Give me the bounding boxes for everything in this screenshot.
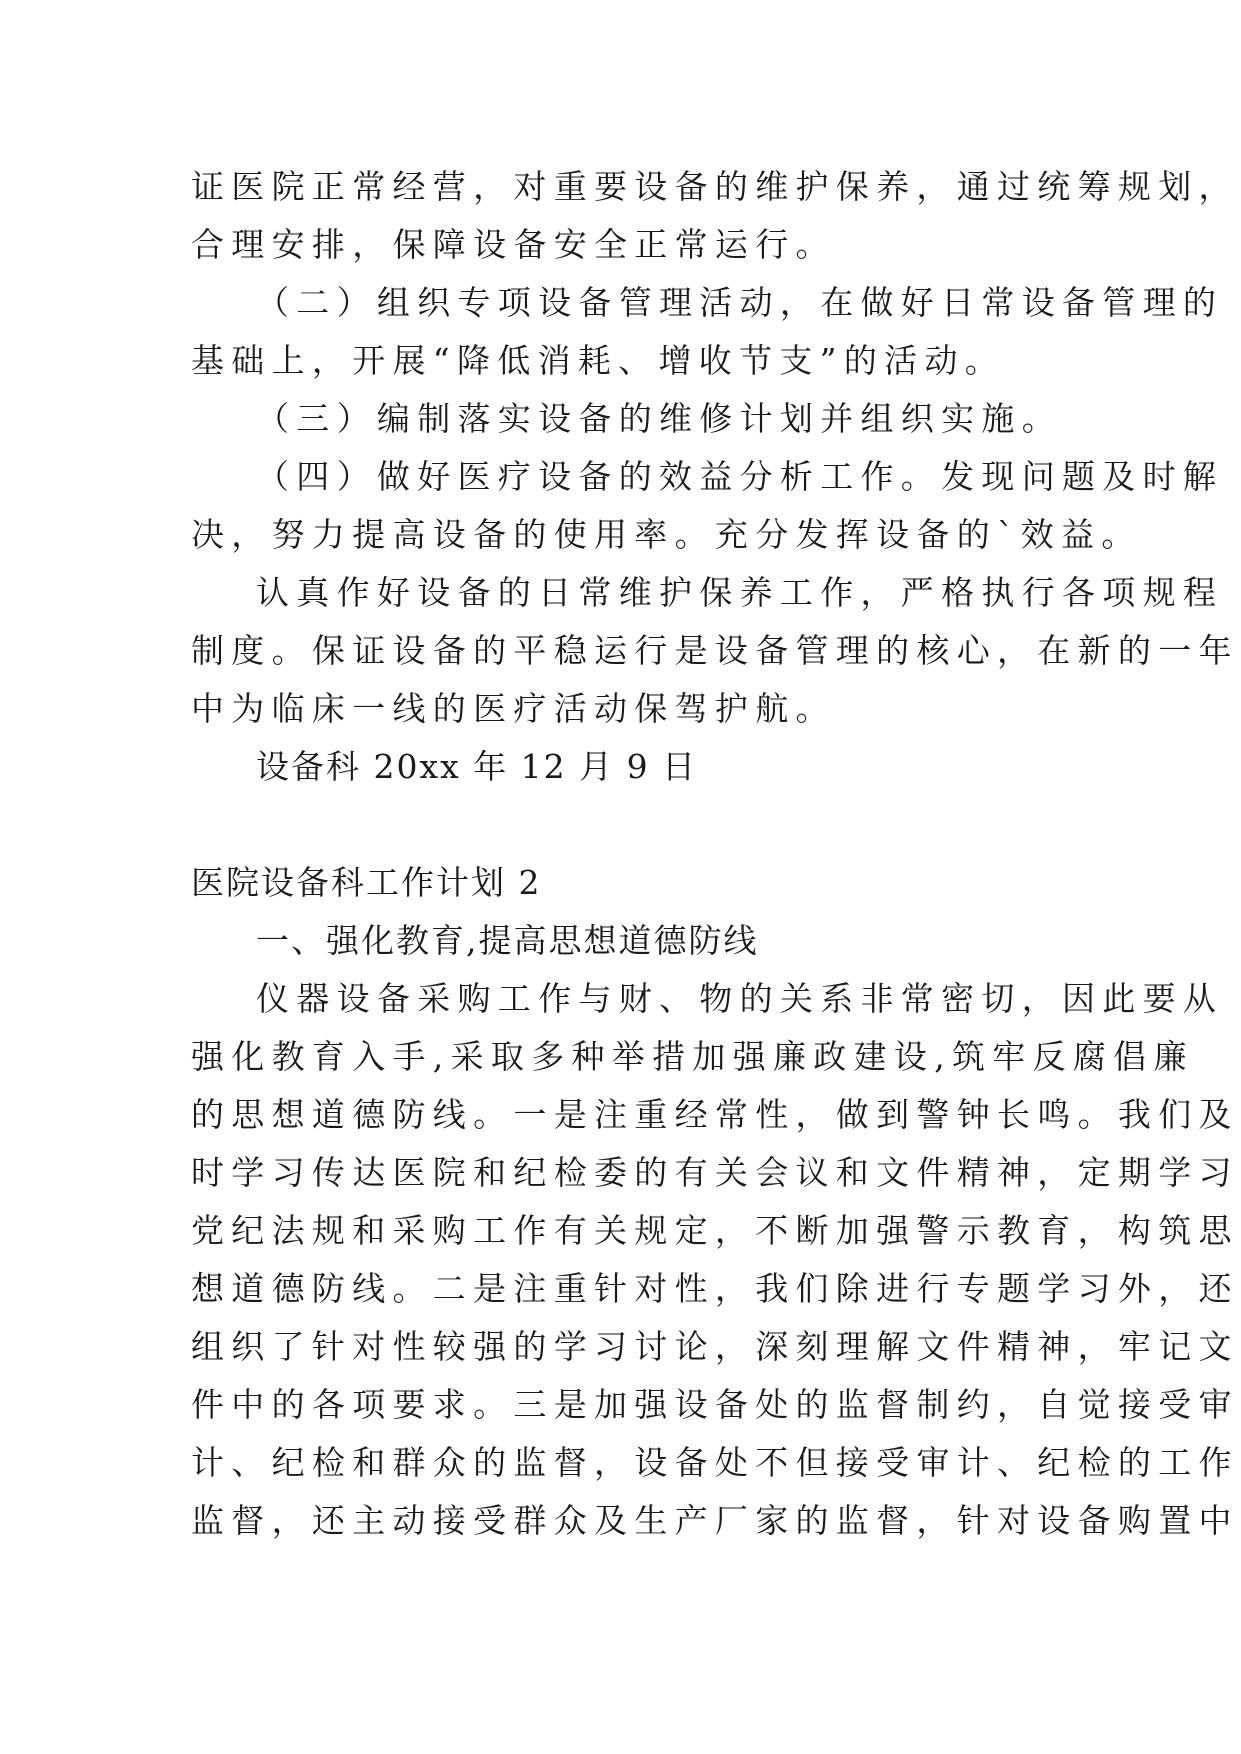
paragraph-line: 认真作好设备的日常维护保养工作，严格执行各项规程 — [256, 573, 1224, 612]
text-line: 的思想道德防线。一是注重经常性，做到警钟长鸣。我们及 — [191, 1095, 1239, 1134]
text-line: 时学习传达医院和纪检委的有关会议和文件精神，定期学习 — [191, 1153, 1239, 1192]
text-line: 组织了针对性较强的学习讨论，深刻理解文件精神，牢记文 — [191, 1327, 1239, 1366]
section-heading: 一、强化教育,提高思想道德防线 — [256, 921, 759, 960]
text-line: 强化教育入手,采取多种举措加强廉政建设,筑牢反腐倡廉 — [191, 1037, 1194, 1076]
paragraph-line: 仪器设备采购工作与财、物的关系非常密切，因此要从 — [256, 979, 1224, 1018]
text-line: 证医院正常经营，对重要设备的维护保养，通过统筹规划， — [191, 167, 1239, 206]
text-line: 制度。保证设备的平稳运行是设备管理的核心，在新的一年 — [191, 631, 1239, 670]
text-line: 计、纪检和群众的监督，设备处不但接受审计、纪检的工作 — [191, 1443, 1239, 1482]
paragraph-line: （三）编制落实设备的维修计划并组织实施。 — [256, 399, 1062, 438]
signature-line: 设备科 20xx 年 12 月 9 日 — [256, 747, 698, 786]
text-line: 监督，还主动接受群众及生产厂家的监督，针对设备购置中 — [191, 1501, 1239, 1540]
text-line: 想道德防线。二是注重针对性，我们除进行专题学习外，还 — [191, 1269, 1239, 1308]
paragraph-line: （四）做好医疗设备的效益分析工作。发现问题及时解 — [256, 457, 1224, 496]
section-title: 医院设备科工作计划 2 — [191, 863, 542, 902]
paragraph-line: （二）组织专项设备管理活动，在做好日常设备管理的 — [256, 283, 1224, 322]
text-line: 合理安排，保障设备安全正常运行。 — [191, 225, 836, 264]
text-line: 中为临床一线的医疗活动保驾护航。 — [191, 689, 836, 728]
text-line: 基础上，开展“降低消耗、增收节支”的活动。 — [191, 341, 1006, 380]
text-line: 决，努力提高设备的使用率。充分发挥设备的`效益。 — [191, 515, 1142, 554]
text-line: 件中的各项要求。三是加强设备处的监督制约，自觉接受审 — [191, 1385, 1239, 1424]
text-line: 党纪法规和采购工作有关规定，不断加强警示教育，构筑思 — [191, 1211, 1239, 1250]
